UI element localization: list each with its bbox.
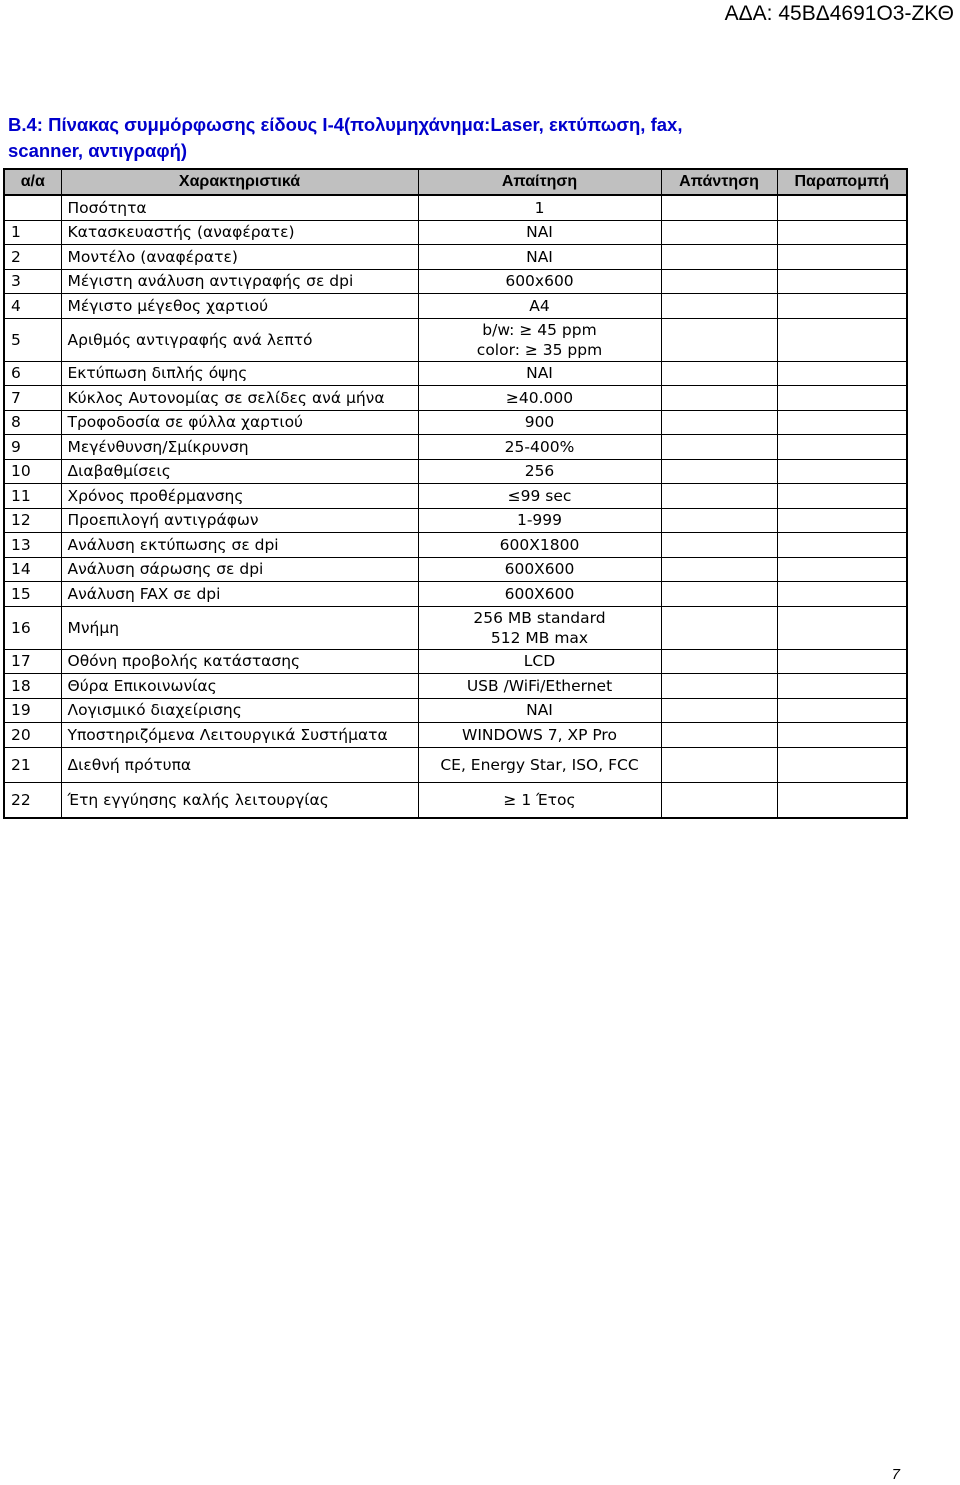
cell-requirement <box>418 435 661 460</box>
requirement-line: 600x600 <box>505 272 574 291</box>
cell-response <box>661 723 777 748</box>
cell-feature: Μέγιστο μέγεθος χαρτιού <box>61 294 418 319</box>
cell-reference <box>777 649 907 674</box>
cell-num: 13 <box>4 533 61 558</box>
cell-feature: Μεγένθυνση/Σμίκρυνση <box>61 435 418 460</box>
requirement-line: 1-999 <box>516 511 563 530</box>
cell-num: 22 <box>4 782 61 818</box>
cell-feature: Κατασκευαστής (αναφέρατε) <box>61 220 418 245</box>
header-reference: Παραπομπή <box>777 169 907 195</box>
header-num: α/α <box>4 169 61 195</box>
requirement-line: 25-400% <box>504 437 575 456</box>
requirement-line: USB /WiFi/Ethernet <box>466 676 613 695</box>
cell-response <box>661 557 777 582</box>
table-row <box>4 435 907 460</box>
cell-reference <box>777 294 907 319</box>
requirement-line: 256 <box>524 462 555 481</box>
cell-feature: Ανάλυση εκτύπωσης σε dpi <box>61 533 418 558</box>
table-body <box>4 195 907 818</box>
table-row <box>4 582 907 607</box>
cell-requirement <box>418 508 661 533</box>
cell-requirement <box>418 269 661 294</box>
cell-reference <box>777 557 907 582</box>
requirement-line: ≥40.000 <box>505 388 574 407</box>
header-requirement: Απαίτηση <box>418 169 661 195</box>
cell-reference <box>777 674 907 699</box>
requirement-line: 1 <box>534 198 545 217</box>
cell-reference <box>777 508 907 533</box>
cell-num: 19 <box>4 698 61 723</box>
cell-response <box>661 361 777 386</box>
cell-requirement <box>418 723 661 748</box>
cell-feature: Ανάλυση FAX σε dpi <box>61 582 418 607</box>
table-row <box>4 649 907 674</box>
cell-feature: Διαβαθμίσεις <box>61 459 418 484</box>
table-row <box>4 782 907 818</box>
cell-num: 17 <box>4 649 61 674</box>
requirement-line: CE, Energy Star, ISO, FCC <box>440 755 639 774</box>
cell-response <box>661 220 777 245</box>
cell-num: 2 <box>4 245 61 270</box>
table-row <box>4 269 907 294</box>
cell-reference <box>777 782 907 818</box>
cell-requirement <box>418 533 661 558</box>
table-row <box>4 747 907 782</box>
cell-num: 18 <box>4 674 61 699</box>
cell-requirement <box>418 782 661 818</box>
cell-response <box>661 508 777 533</box>
cell-num: 16 <box>4 606 61 649</box>
cell-feature: Μοντέλο (αναφέρατε) <box>61 245 418 270</box>
requirement-line: 600X600 <box>504 560 575 579</box>
cell-requirement <box>418 557 661 582</box>
cell-response <box>661 459 777 484</box>
header-response: Απάντηση <box>661 169 777 195</box>
table-row <box>4 674 907 699</box>
table-row <box>4 318 907 361</box>
cell-num: 3 <box>4 269 61 294</box>
cell-reference <box>777 484 907 509</box>
requirement-line: 256 MB standard <box>473 608 606 627</box>
cell-response <box>661 484 777 509</box>
cell-response <box>661 435 777 460</box>
cell-requirement <box>418 747 661 782</box>
cell-response <box>661 410 777 435</box>
cell-requirement <box>418 318 661 361</box>
cell-reference <box>777 582 907 607</box>
cell-requirement <box>418 459 661 484</box>
cell-reference <box>777 435 907 460</box>
page-number: 7 <box>891 1466 900 1483</box>
cell-requirement <box>418 484 661 509</box>
cell-reference <box>777 698 907 723</box>
requirement-line: ΝΑΙ <box>526 364 553 383</box>
table-row <box>4 195 907 220</box>
cell-num: 15 <box>4 582 61 607</box>
document-title <box>8 112 948 164</box>
requirement-line: ≥ 1 Έτος <box>503 790 576 809</box>
compliance-table <box>3 168 908 819</box>
cell-response <box>661 674 777 699</box>
cell-response <box>661 782 777 818</box>
cell-reference <box>777 361 907 386</box>
cell-reference <box>777 723 907 748</box>
table-row <box>4 533 907 558</box>
cell-requirement <box>418 606 661 649</box>
table-row <box>4 557 907 582</box>
cell-reference <box>777 386 907 411</box>
cell-response <box>661 386 777 411</box>
cell-reference <box>777 269 907 294</box>
requirement-line: 512 MB max <box>490 628 589 647</box>
cell-num: 6 <box>4 361 61 386</box>
cell-requirement <box>418 410 661 435</box>
cell-feature: Έτη εγγύησης καλής λειτουργίας <box>61 782 418 818</box>
title-line-2: scanner, αντιγραφή) <box>8 140 188 161</box>
table-row <box>4 410 907 435</box>
cell-feature: Τροφοδοσία σε φύλλα χαρτιού <box>61 410 418 435</box>
cell-feature: Χρόνος προθέρμανσης <box>61 484 418 509</box>
cell-reference <box>777 318 907 361</box>
cell-num: 20 <box>4 723 61 748</box>
cell-requirement <box>418 220 661 245</box>
requirement-line: 600X1800 <box>499 535 580 554</box>
table-row <box>4 459 907 484</box>
cell-requirement <box>418 386 661 411</box>
cell-num: 14 <box>4 557 61 582</box>
cell-requirement <box>418 245 661 270</box>
requirement-line: ΝΑΙ <box>526 701 553 720</box>
cell-reference <box>777 459 907 484</box>
requirement-line: b/w: ≥ 45 ppm <box>482 320 597 339</box>
cell-feature: Ποσότητα <box>61 195 418 220</box>
table-row <box>4 361 907 386</box>
cell-feature: Οθόνη προβολής κατάστασης <box>61 649 418 674</box>
cell-response <box>661 294 777 319</box>
cell-reference <box>777 747 907 782</box>
cell-response <box>661 582 777 607</box>
table-row <box>4 294 907 319</box>
requirement-line: 900 <box>524 413 555 432</box>
cell-requirement <box>418 582 661 607</box>
cell-requirement <box>418 674 661 699</box>
table-row <box>4 245 907 270</box>
requirement-line: Α4 <box>529 296 550 315</box>
cell-feature: Ανάλυση σάρωσης σε dpi <box>61 557 418 582</box>
cell-requirement <box>418 361 661 386</box>
table-row <box>4 386 907 411</box>
cell-reference <box>777 195 907 220</box>
cell-feature: Μνήμη <box>61 606 418 649</box>
cell-response <box>661 606 777 649</box>
cell-reference <box>777 220 907 245</box>
cell-response <box>661 269 777 294</box>
ada-code: ΑΔΑ: 45ΒΔ4691Ο3-ΖΚΘ <box>724 2 954 25</box>
cell-num: 9 <box>4 435 61 460</box>
requirement-line: WINDOWS 7, XP Pro <box>462 725 617 744</box>
table-row <box>4 606 907 649</box>
cell-requirement <box>418 649 661 674</box>
title-line-1: Β.4: Πίνακας συμμόρφωσης είδους Ι-4(πολυμηχάνημα:Laser, εκτύπωση, fax, <box>8 114 683 135</box>
cell-num: 11 <box>4 484 61 509</box>
cell-num: 12 <box>4 508 61 533</box>
cell-feature: Υποστηριζόμενα Λειτουργικά Συστήματα <box>61 723 418 748</box>
cell-response <box>661 245 777 270</box>
cell-response <box>661 747 777 782</box>
cell-requirement <box>418 195 661 220</box>
cell-response <box>661 649 777 674</box>
requirement-line: color: ≥ 35 ppm <box>476 340 603 359</box>
table-row <box>4 723 907 748</box>
cell-num: 21 <box>4 747 61 782</box>
cell-num <box>4 195 61 220</box>
cell-reference <box>777 606 907 649</box>
table-header-row <box>4 169 907 195</box>
cell-feature: Μέγιστη ανάλυση αντιγραφής σε dpi <box>61 269 418 294</box>
cell-feature: Αριθμός αντιγραφής ανά λεπτό <box>61 318 418 361</box>
header-feature: Χαρακτηριστικά <box>61 169 418 195</box>
cell-response <box>661 195 777 220</box>
cell-feature: Λογισμικό διαχείρισης <box>61 698 418 723</box>
cell-num: 5 <box>4 318 61 361</box>
table-row <box>4 698 907 723</box>
cell-feature: Διεθνή πρότυπα <box>61 747 418 782</box>
cell-feature: Θύρα Επικοινωνίας <box>61 674 418 699</box>
cell-response <box>661 533 777 558</box>
requirement-line: ≤99 sec <box>507 486 572 505</box>
cell-requirement <box>418 294 661 319</box>
cell-num: 4 <box>4 294 61 319</box>
cell-num: 1 <box>4 220 61 245</box>
requirement-line: 600X600 <box>504 584 575 603</box>
cell-response <box>661 318 777 361</box>
requirement-line: LCD <box>523 652 556 671</box>
cell-num: 8 <box>4 410 61 435</box>
requirement-line: ΝΑΙ <box>526 247 553 266</box>
cell-feature: Εκτύπωση διπλής όψης <box>61 361 418 386</box>
cell-num: 10 <box>4 459 61 484</box>
cell-reference <box>777 410 907 435</box>
cell-requirement <box>418 698 661 723</box>
table-row <box>4 220 907 245</box>
table-row <box>4 508 907 533</box>
requirement-line: ΝΑΙ <box>526 223 553 242</box>
table-row <box>4 484 907 509</box>
cell-feature: Προεπιλογή αντιγράφων <box>61 508 418 533</box>
cell-feature: Κύκλος Αυτονομίας σε σελίδες ανά μήνα <box>61 386 418 411</box>
cell-response <box>661 698 777 723</box>
cell-num: 7 <box>4 386 61 411</box>
cell-reference <box>777 533 907 558</box>
cell-reference <box>777 245 907 270</box>
